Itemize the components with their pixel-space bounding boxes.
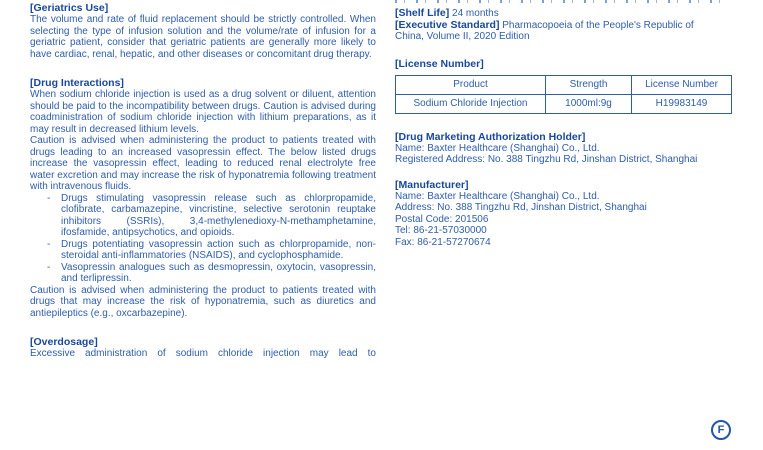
list-item-text: Drugs potentiating vasopressin action such as chlorpropamide, non-steroidal anti-inflammatories (NSAIDS), and cyclophosphamide. — [61, 238, 376, 261]
executive-standard-label: [Executive Standard] — [395, 18, 500, 31]
manufacturer-tel-line: Tel: 86-21-57030000 — [395, 225, 487, 236]
holder-registered-address-line: Registered Address: No. 388 Tingzhu Rd, Jinshan District, Shanghai — [395, 154, 698, 165]
manufacturer-fax-line: Fax: 86-21-57270674 — [395, 236, 491, 248]
manufacturer-name-line: Name: Baxter Healthcare (Shanghai) Co., Ltd. — [395, 190, 600, 202]
list-item-text: Drugs stimulating vasopressin release such as chlorpropamide, clofibrate, carbamazepine, vincristine, selective serotonin reuptake inhibitors (SSRIs), 3,4-methylenedioxy-N-methamphetamine, ifosfamide, antipsychotics, and opioids. — [61, 192, 376, 238]
left-column — [30, 2, 376, 360]
license-table — [395, 75, 732, 114]
license-table-cell-strength: 1000ml:9g — [546, 94, 632, 113]
geriatrics-use-heading: [Geriatrics Use] — [30, 2, 109, 14]
license-table-data-row — [396, 94, 732, 113]
dash-bullet: - — [47, 238, 51, 250]
marketing-authorization-holder-heading: [Drug Marketing Authorization Holder] — [395, 130, 586, 143]
manufacturer-postal-code-line: Postal Code: 201506 — [395, 213, 489, 225]
overdosage-heading: [Overdosage] — [30, 336, 98, 348]
manufacturer-address-line: Address: No. 388 Tingzhu Rd, Jinshan District, Shanghai — [395, 202, 647, 213]
vasopressin-drug-list — [30, 193, 376, 285]
drug-interactions-heading: [Drug Interactions] — [30, 77, 124, 89]
overdosage-paragraph: Excessive administration of sodium chloride injection may lead to — [30, 348, 376, 359]
license-table-header-product: Product — [396, 75, 546, 94]
drug-interactions-paragraph-1: When sodium chloride injection is used as a drug solvent or diluent, attention should be paid to the incompatibility between drugs. Caution is advised during coadministration of sodium chloride injection with lithium preparations, as it may result in decreased lithium levels. — [30, 89, 376, 135]
license-number-heading: [License Number] — [395, 57, 484, 70]
license-table-header-license-number: License Number — [632, 75, 732, 94]
drug-interactions-paragraph-2: Caution is advised when administering the product to patients treated with drugs leading to an increased vasopressin effect. The below listed drugs increase the vasopressin effect, leading to reduced renal electrolyte free water excretion and may increase the risk of hyponatremia following treatment with intravenous fluids. — [30, 135, 376, 192]
license-table-header-row — [396, 75, 732, 94]
list-item-text: Vasopressin analogues such as desmopressin, oxytocin, vasopressin, and terlipressin. — [61, 261, 376, 284]
executive-standard-value: Pharmacopoeia of the People's Republic of China, Volume II, 2020 Edition — [395, 19, 694, 42]
shelf-life-label: [Shelf Life] — [395, 7, 450, 19]
list-item — [30, 262, 376, 285]
license-table-header-strength: Strength — [546, 75, 632, 94]
dash-bullet: - — [47, 261, 51, 273]
circled-f-page-marker: F — [711, 420, 731, 440]
license-table-cell-license-number: H19983149 — [632, 94, 732, 113]
list-item — [30, 239, 376, 262]
license-table-cell-product: Sodium Chloride Injection — [396, 94, 546, 113]
shelf-life-value: 24 months — [452, 8, 499, 19]
list-item — [30, 193, 376, 239]
holder-name-line: Name: Baxter Healthcare (Shanghai) Co., Ltd. — [395, 142, 600, 154]
drug-interactions-paragraph-3: Caution is advised when administering the product to patients treated with drugs that may increase the risk of hyponatremia, such as diuretics and antiepileptics (e.g., oxcarbazepine). — [30, 284, 376, 319]
right-column — [395, 0, 736, 248]
manufacturer-heading: [Manufacturer] — [395, 178, 469, 191]
clipped-text-line — [395, 0, 720, 3]
dash-bullet: - — [47, 192, 51, 204]
executive-standard-line — [395, 20, 707, 43]
geriatrics-use-paragraph: The volume and rate of fluid replacement should be strictly controlled. When selecting the type of infusion solution and the volume/rate of infusion for a geriatric patient, consider that geriatric patients are generally more likely to have cardiac, renal, hepatic, and other diseases or concomitant drug therapy. — [30, 14, 376, 60]
